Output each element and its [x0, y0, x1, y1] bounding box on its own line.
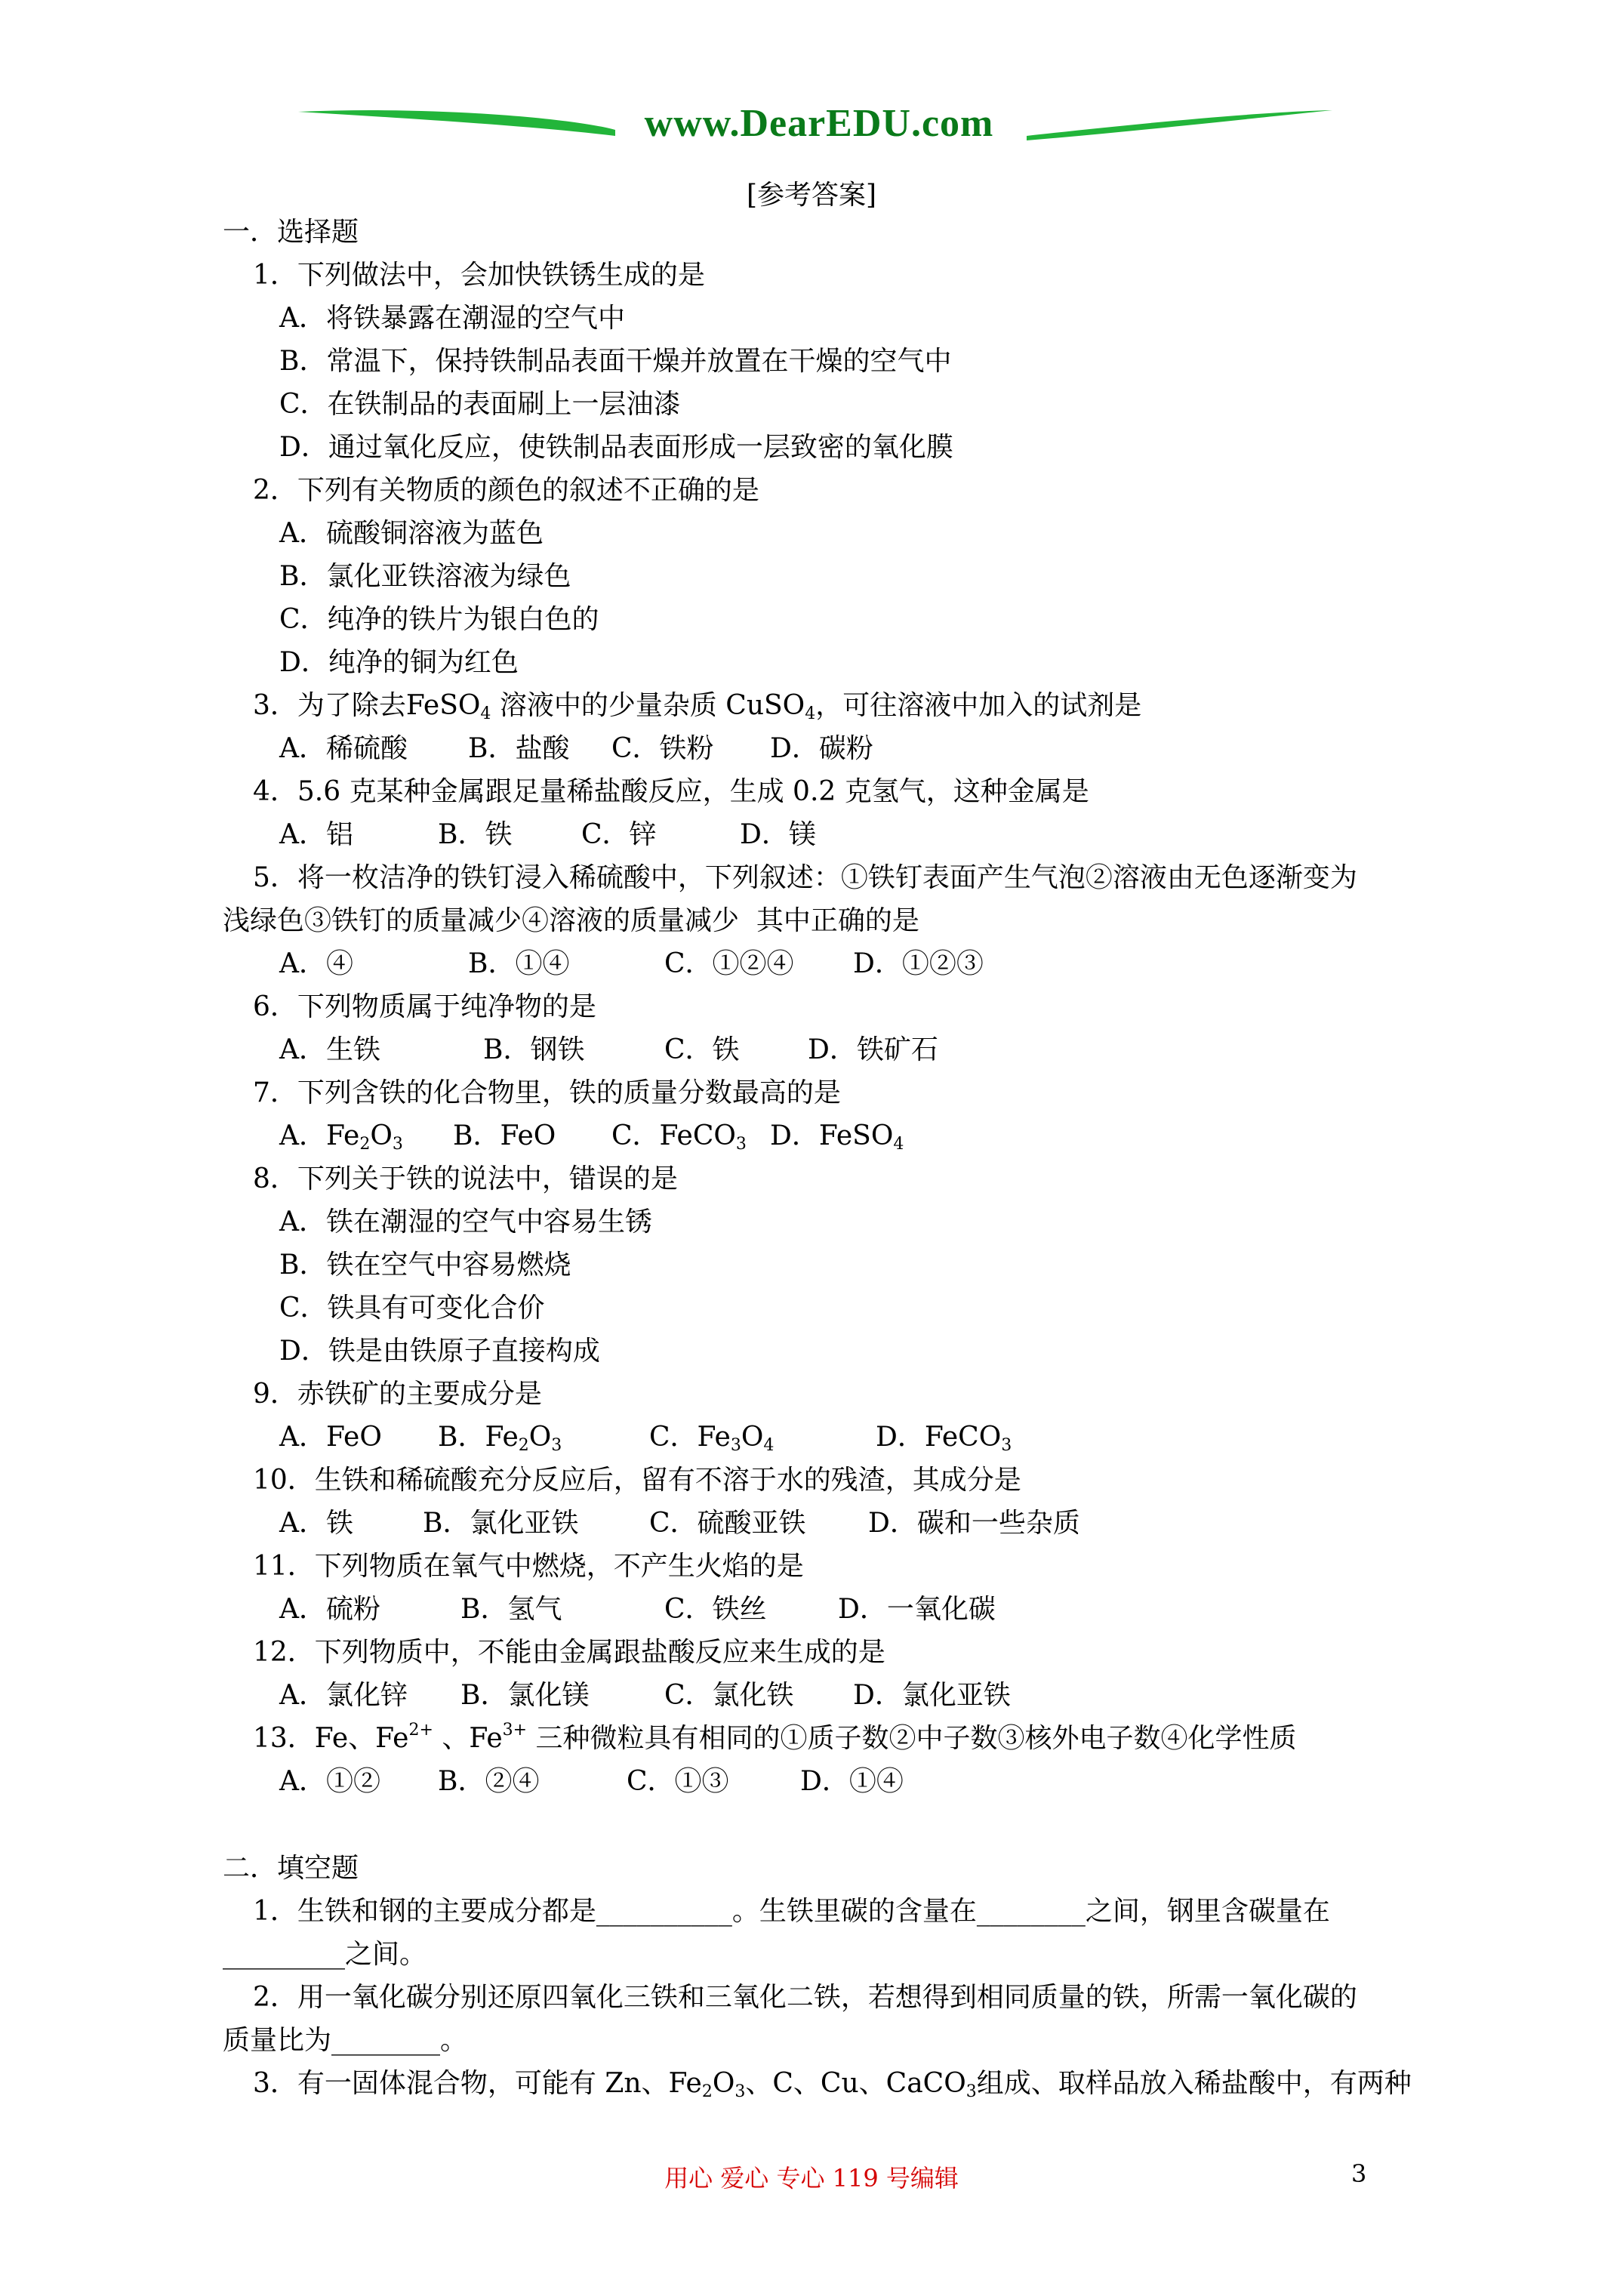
option-c: C．①②④: [664, 948, 794, 979]
question-stem: 10．生铁和稀硫酸充分反应后，留有不溶于水的残渣，其成分是: [253, 1465, 1021, 1496]
option-c: C．硫酸亚铁: [649, 1508, 806, 1539]
option-b: B．氯化亚铁溶液为绿色: [279, 561, 571, 592]
question-stem: 3．有一固体混合物，可能有 Zn、$Fe_2O_3$、C、Cu、CaCO$_3$组成、取样品放入稀盐酸中，有两种: [253, 2068, 1412, 2101]
option-b: B．铁: [438, 819, 513, 850]
question-stem: 7．下列含铁的化合物里，铁的质量分数最高的是: [253, 1077, 841, 1108]
option-c: C．①③: [627, 1766, 729, 1797]
option-c: C．铁具有可变化合价: [279, 1293, 545, 1324]
option-d: D．一氧化碳: [838, 1594, 996, 1625]
question-stem: 2．下列有关物质的颜色的叙述不正确的是: [253, 475, 759, 506]
question-stem: 2．用一氧化碳分别还原四氧化三铁和三氧化二铁，若想得到相同质量的铁，所需一氧化碳的: [253, 1982, 1357, 2013]
option-b: B．①④: [468, 948, 570, 979]
option-c: C．铁丝: [664, 1594, 767, 1625]
option-b: B．常温下，保持铁制品表面干燥并放置在干燥的空气中: [279, 346, 952, 377]
option-a: A．硫酸铜溶液为蓝色: [279, 518, 544, 549]
option-d: D．碳粉: [770, 733, 873, 764]
site-header: [291, 97, 1340, 157]
question-stem-continued: 浅绿色③铁钉的质量减少④溶液的质量减少 其中正确的是: [223, 905, 919, 936]
question-stem: 6．下列物质属于纯净物的是: [253, 991, 596, 1022]
option-a: A．④: [279, 948, 353, 979]
option-b: B．盐酸: [468, 733, 570, 764]
question-stem: 1．生铁和钢的主要成分都是__________。生铁里碳的含量在________之间，钢里含碳量在: [253, 1896, 1330, 1927]
question-stem: 12．下列物质中，不能由金属跟盐酸反应来生成的是: [253, 1637, 885, 1668]
question-stem: 5．将一枚洁净的铁钉浸入稀硫酸中，下列叙述：①铁钉表面产生气泡②溶液由无色逐渐变为: [253, 862, 1357, 893]
section-heading: 一．选择题: [223, 217, 359, 248]
option-a: A．将铁暴露在潮湿的空气中: [279, 303, 625, 334]
option-a: A．$Fe_2O_3$: [279, 1120, 403, 1154]
option-b: B．钢铁: [483, 1034, 585, 1065]
footer-text: 用心 爱心 专心 119 号编辑: [664, 2164, 959, 2193]
option-b: B．FeO: [453, 1120, 556, 1151]
option-b: B．②④: [438, 1766, 540, 1797]
option-a: A．硫粉: [279, 1594, 380, 1625]
question-stem-continued: _________之间。: [223, 1939, 427, 1970]
option-a: A．铁在潮湿的空气中容易生锈: [279, 1207, 652, 1237]
option-c: C．铁: [664, 1034, 740, 1065]
question-stem: 4．5.6 克某种金属跟足量稀盐酸反应，生成 0.2 克氢气，这种金属是: [253, 776, 1089, 807]
question-stem: 8．下列关于铁的说法中，错误的是: [253, 1163, 678, 1194]
option-a: A．稀硫酸: [279, 733, 408, 764]
option-d: D．①④: [800, 1766, 904, 1797]
option-b: B．氯化亚铁: [423, 1508, 579, 1539]
option-a: A．氯化锌: [279, 1680, 408, 1711]
option-d: D．通过氧化反应，使铁制品表面形成一层致密的氧化膜: [279, 432, 953, 463]
option-c: C．FeCO$_3$: [611, 1120, 747, 1154]
question-stem: 9．赤铁矿的主要成分是: [253, 1379, 542, 1410]
option-d: D．①②③: [853, 948, 984, 979]
page-heading: [参考答案]: [746, 180, 877, 211]
option-a: A．铝: [279, 819, 353, 850]
option-c: C．$Fe_3O_4$: [649, 1422, 775, 1455]
option-c: C．氯化铁: [664, 1680, 794, 1711]
option-d: D．FeSO$_4$: [770, 1120, 904, 1154]
option-c: C．锌: [581, 819, 657, 850]
option-d: D．铁是由铁原子直接构成: [279, 1336, 600, 1367]
section-heading: 二．填空题: [223, 1853, 359, 1884]
question-stem: 1．下列做法中，会加快铁锈生成的是: [253, 260, 705, 291]
site-name[interactable]: www.DearEDU.com: [644, 102, 994, 145]
option-a: A．①②: [279, 1766, 380, 1797]
option-d: D．纯净的铜为红色: [279, 647, 519, 678]
option-d: D．镁: [740, 819, 816, 850]
option-c: C．纯净的铁片为银白色的: [279, 604, 599, 635]
option-a: A．生铁: [279, 1034, 380, 1065]
option-a: A．FeO: [279, 1422, 382, 1453]
option-d: D．铁矿石: [808, 1034, 938, 1065]
option-d: D．FeCO$_3$: [876, 1422, 1012, 1455]
option-b: B．$Fe_2O_3$: [438, 1422, 562, 1455]
question-stem: 11．下列物质在氧气中燃烧，不产生火焰的是: [253, 1551, 804, 1582]
question-stem: 13．Fe、$Fe^{2+}$ 、$Fe^{3+}$ 三种微粒具有相同的①质子数②中子数③核外电子数④化学性质: [253, 1721, 1297, 1754]
option-c: C．铁粉: [611, 733, 714, 764]
page-number: 3: [1351, 2159, 1367, 2188]
option-a: A．铁: [279, 1508, 353, 1539]
option-d: D．氯化亚铁: [853, 1680, 1011, 1711]
option-d: D．碳和一些杂质: [868, 1508, 1080, 1539]
option-c: C．在铁制品的表面刷上一层油漆: [279, 389, 681, 420]
option-b: B．氯化镁: [460, 1680, 590, 1711]
question-stem: 3．为了除去FeSO$_4$ 溶液中的少量杂质 CuSO$_4$，可往溶液中加入的试剂是: [253, 690, 1142, 723]
question-stem-continued: 质量比为________。: [223, 2025, 468, 2056]
option-b: B．铁在空气中容易燃烧: [279, 1250, 571, 1281]
option-b: B．氢气: [460, 1594, 562, 1625]
